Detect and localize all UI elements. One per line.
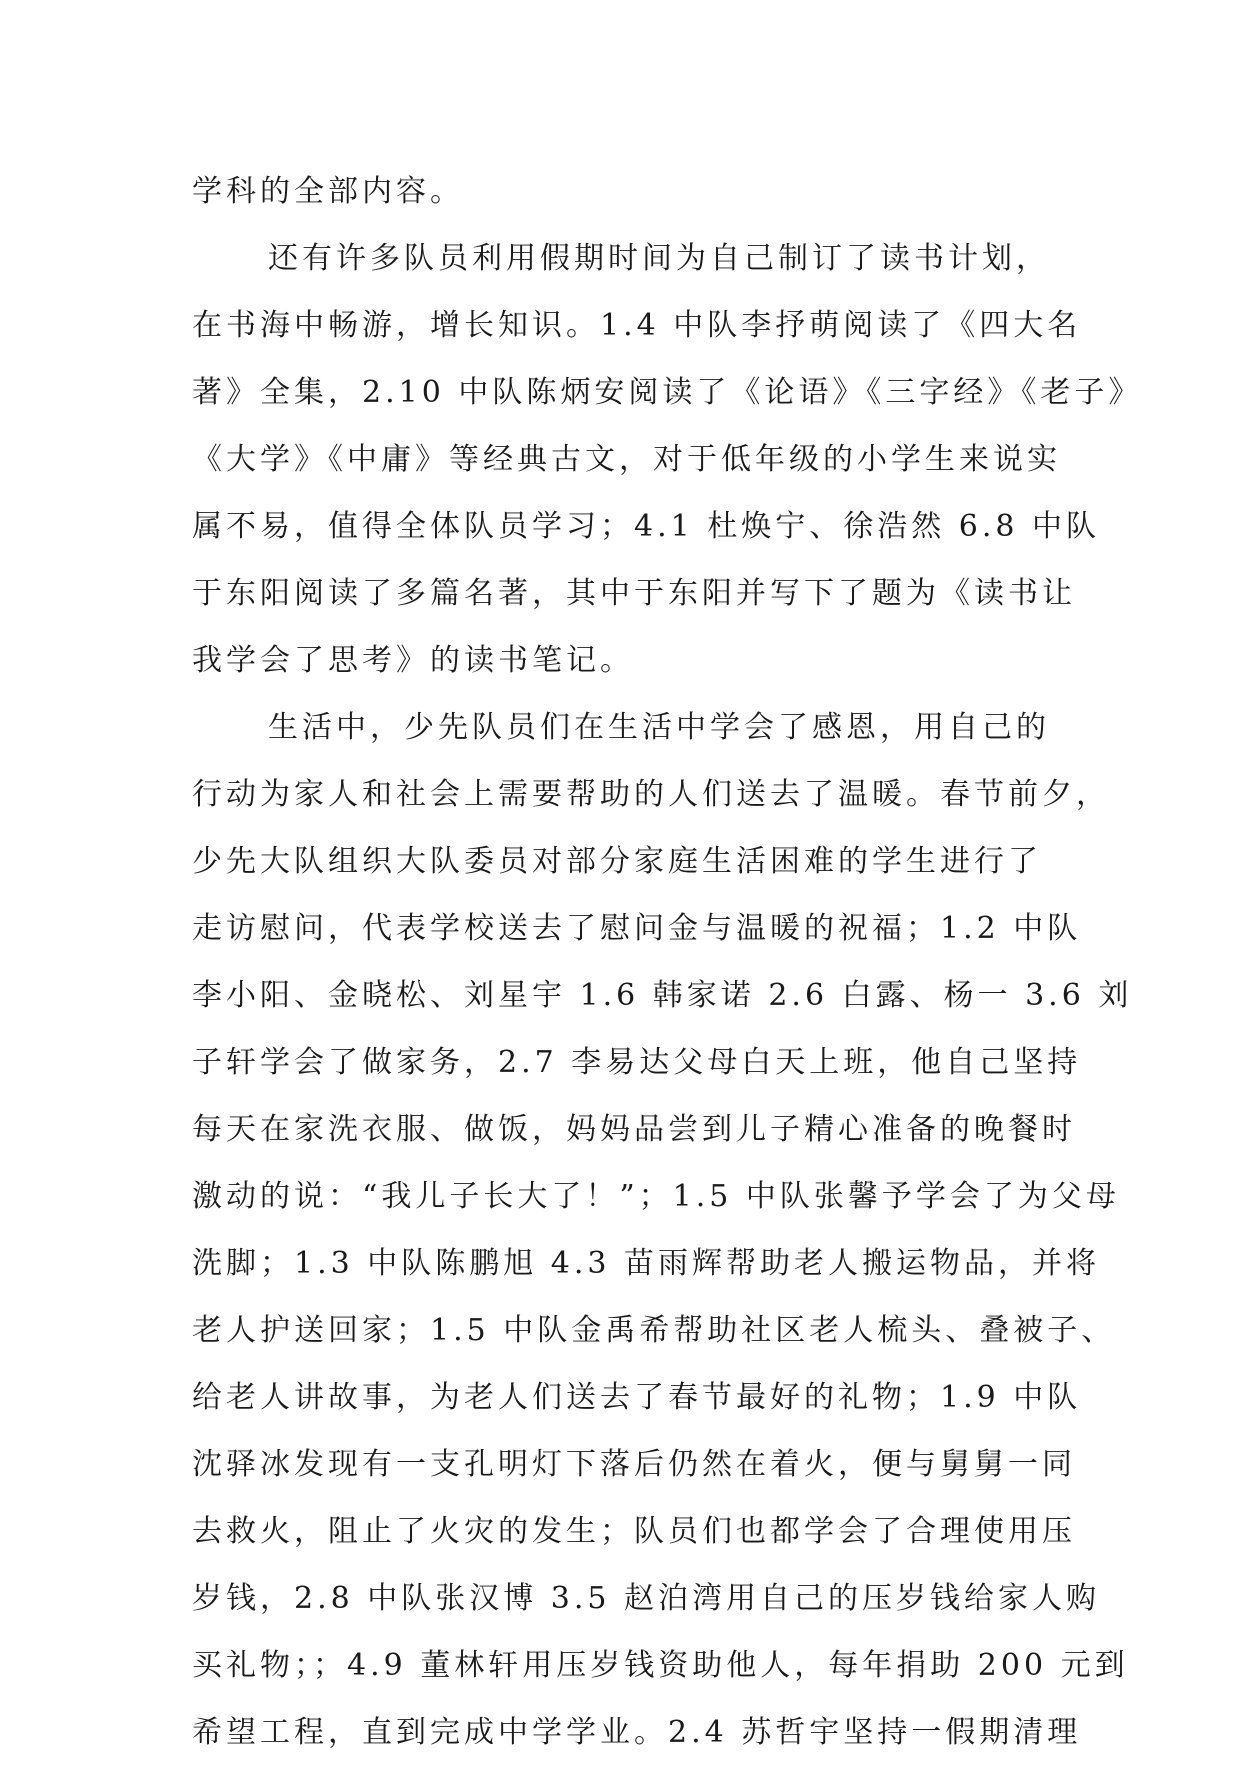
text-line: 生活中，少先队员们在生活中学会了感恩，用自己的 <box>268 710 1050 745</box>
text-line: 李小阳、金晓松、刘星宇 1.6 韩家诺 2.6 白露、杨一 3.6 刘 <box>192 978 1133 1013</box>
text-line: 沈驿冰发现有一支孔明灯下落后仍然在着火，便与舅舅一同 <box>192 1447 1076 1482</box>
text-line: 我学会了思考》的读书笔记。 <box>192 643 634 678</box>
text-line: 洗脚；1.3 中队陈鹏旭 4.3 苗雨辉帮助老人搬运物品，并将 <box>192 1246 1101 1281</box>
text-line: 买礼物；；4.9 董林轩用压岁钱资助他人，每年捐助 200 元到 <box>192 1648 1129 1683</box>
text-line: 少先大队组织大队委员对部分家庭生活困难的学生进行了 <box>192 844 1042 879</box>
text-line: 《大学》《中庸》等经典古文，对于低年级的小学生来说实 <box>192 442 1061 477</box>
text-line: 去救火，阻止了火灾的发生；队员们也都学会了合理使用压 <box>192 1514 1076 1549</box>
text-line: 子轩学会了做家务，2.7 李易达父母白天上班，他自己坚持 <box>192 1045 1082 1080</box>
text-line: 行动为家人和社会上需要帮助的人们送去了温暖。春节前夕， <box>192 777 1110 812</box>
text-line: 老人护送回家；1.5 中队金禹希帮助社区老人梳头、叠被子、 <box>192 1313 1116 1348</box>
text-line: 学科的全部内容。 <box>192 174 464 209</box>
text-line: 希望工程，直到完成中学学业。2.4 苏哲宇坚持一假期清理 <box>192 1715 1082 1750</box>
text-line: 给老人讲故事，为老人们送去了春节最好的礼物；1.9 中队 <box>192 1380 1082 1415</box>
text-line: 激动的说：“我儿子长大了！”；1.5 中队张馨予学会了为父母 <box>192 1179 1120 1214</box>
text-line: 还有许多队员利用假期时间为自己制订了读书计划， <box>268 241 1050 276</box>
document-body <box>192 158 1143 1766</box>
text-line: 属不易，值得全体队员学习；4.1 杜焕宁、徐浩然 6.8 中队 <box>192 509 1101 544</box>
text-line: 著》全集，2.10 中队陈炳安阅读了《论语》《三字经》《老子》 <box>192 375 1143 410</box>
text-line: 每天在家洗衣服、做饭，妈妈品尝到儿子精心准备的晚餐时 <box>192 1112 1076 1147</box>
text-line: 在书海中畅游，增长知识。1.4 中队李抒萌阅读了《四大名 <box>192 308 1082 343</box>
text-line: 于东阳阅读了多篇名著，其中于东阳并写下了题为《读书让 <box>192 576 1076 611</box>
text-line: 岁钱，2.8 中队张汉博 3.5 赵泊湾用自己的压岁钱给家人购 <box>192 1581 1101 1616</box>
text-line: 走访慰问，代表学校送去了慰问金与温暖的祝福；1.2 中队 <box>192 911 1082 946</box>
